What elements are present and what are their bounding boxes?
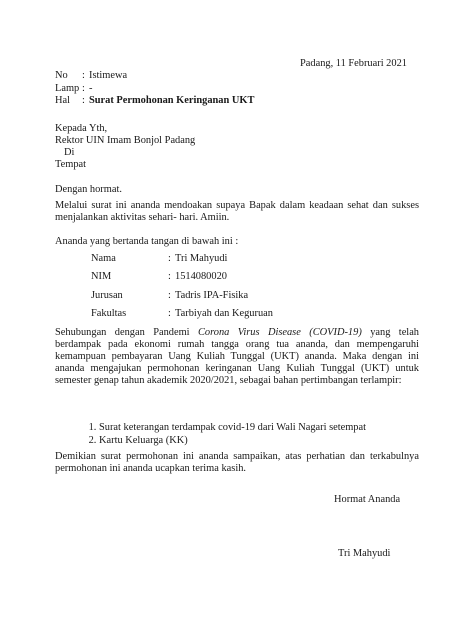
main-paragraph-part1: Sehubungan dengan Pandemi	[55, 327, 198, 338]
intro-paragraph: Melalui surat ini ananda mendoakan supaya Bapak dalam keadaan sehat dan sukses menjalankan aktivitas sehari- hari. Amiin.	[55, 200, 419, 223]
place-date: Padang, 11 Februari 2021	[300, 58, 407, 69]
meta-label-hal: Hal	[55, 95, 71, 106]
identity-label-jurusan: Jurusan	[91, 290, 123, 301]
identity-label-nama: Nama	[91, 253, 116, 264]
meta-colon: :	[82, 95, 85, 106]
meta-label-lamp: Lamp	[55, 83, 80, 94]
identity-colon: :	[168, 271, 171, 282]
greeting: Dengan hormat.	[55, 184, 122, 195]
signer-name: Tri Mahyudi	[338, 548, 391, 559]
attachment-item: 2. Kartu Keluarga (KK)	[99, 434, 366, 447]
meta-label-no: No	[55, 70, 68, 81]
meta-colon: :	[82, 83, 85, 94]
main-paragraph-part2: yang telah berdampak pada ekonomi rumah tangga orang tua ananda, dan mempengaruhi kemampuan pembayaran Uang Kuliah Tunggal (UKT) ananda. Maka dengan ini ananda mengajukan permohonan keringanan Uang Kuliah Tunggal (UKT) untuk semester genap tahun akademik 2020/2021, sebagai bahan pertimbangan terlampir:	[55, 327, 420, 386]
signer-intro: Ananda yang bertanda tangan di bawah ini :	[55, 236, 239, 247]
covid-term: Corona Virus Disease (COVID-19)	[198, 327, 362, 338]
meta-colon: :	[82, 70, 85, 81]
identity-colon: :	[168, 253, 171, 264]
identity-label-nim: NIM	[91, 271, 112, 282]
identity-label-fakultas: Fakultas	[91, 308, 127, 319]
signature-salutation: Hormat Ananda	[334, 494, 401, 505]
identity-value-fakultas: Tarbiyah dan Keguruan	[175, 308, 273, 319]
identity-value-nama: Tri Mahyudi	[175, 253, 228, 264]
identity-value-nim: 1514080020	[175, 271, 227, 282]
meta-value-lamp: -	[89, 83, 93, 94]
main-paragraph	[55, 327, 419, 387]
recipient-di: Di	[64, 147, 75, 158]
closing-paragraph: Demikian surat permohonan ini ananda sampaikan, atas perhatian dan terkabulnya permohonan ini ananda ucapkan terima kasih.	[55, 451, 419, 474]
identity-colon: :	[168, 290, 171, 301]
recipient-salutation: Kepada Yth,	[55, 123, 108, 134]
attachment-list	[83, 421, 366, 447]
attachment-item: 1. Surat keterangan terdampak covid-19 dari Wali Nagari setempat	[99, 421, 366, 434]
identity-value-jurusan: Tadris IPA-Fisika	[175, 290, 249, 301]
meta-value-subject: Surat Permohonan Keringanan UKT	[89, 95, 255, 106]
identity-colon: :	[168, 308, 171, 319]
recipient-name: Rektor UIN Imam Bonjol Padang	[55, 135, 196, 146]
recipient-place: Tempat	[55, 159, 87, 170]
meta-value-no: Istimewa	[89, 70, 128, 81]
